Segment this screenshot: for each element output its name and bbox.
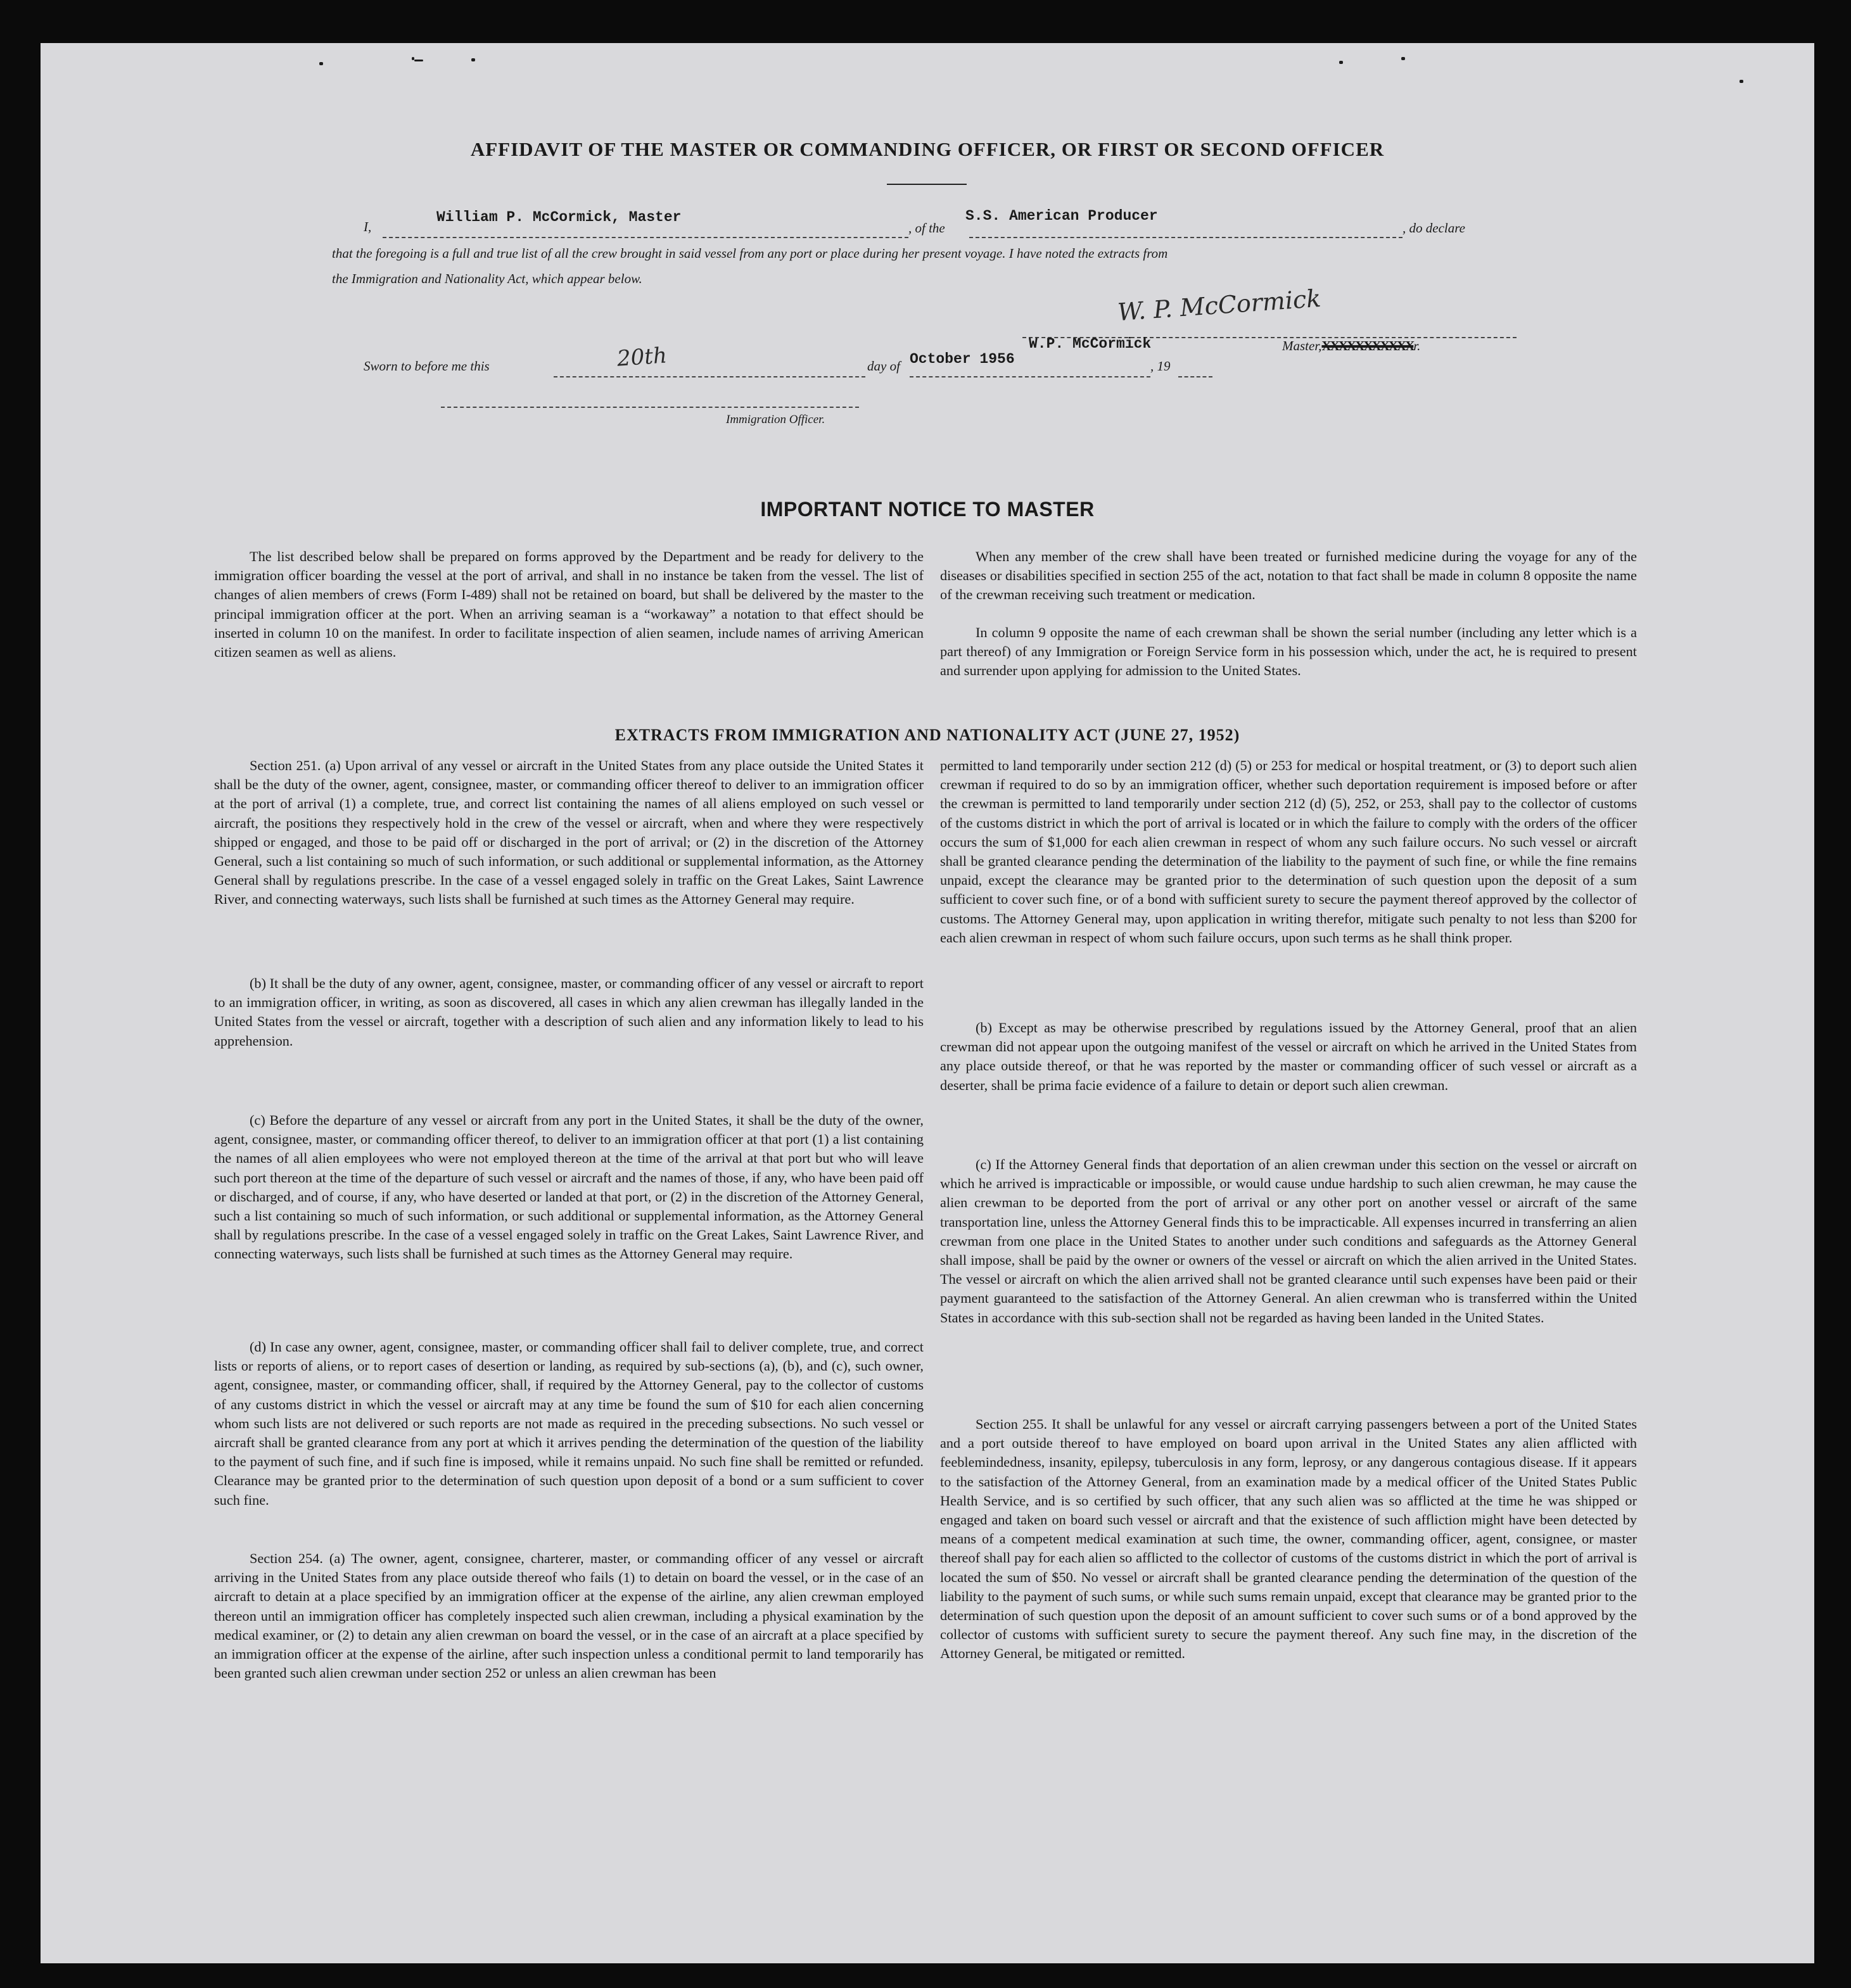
vessel-value: S.S. American Producer: [965, 208, 1158, 224]
sworn-label: Sworn to before me this: [364, 358, 490, 374]
notice-right-paragraph: In column 9 opposite the name of each crewman shall be shown the serial number (including any letter which is a part thereof) of any Immigration or Foreign Service form in his possession which, under the act, he is required to present and surrender upon applying for admission to the United States.: [940, 624, 1637, 679]
extracts-title: EXTRACTS FROM IMMIGRATION AND NATIONALITY ACT (JUNE 27, 1952): [614, 726, 1240, 744]
section-254-c: (c) If the Attorney General finds that deportation of an alien crewman under this section on the vessel or aircraft on which he arrived is impracticable or impossible, or would cause undue hardship to such alien crewman, he may cause the alien crewman to be deported from the port of arrival or any other port on another vessel or aircraft of the same transportation line, unless the Attorney General finds this to be impracticable. All expenses incurred in transferring an alien crewman from one place in the United States to another under such conditions and safeguards as the Attorney General shall impose, shall be paid by the owner or owners of the vessel or aircraft on which the alien arrived in the United States. The vessel or aircraft on which the alien arrived shall not be granted clearance until such expenses have been paid or their payment guaranteed to the satisfaction of the Attorney General. An alien crewman who is transferred within the United States in accordance with this sub-section shall not be regarded as having been landed in the United States.: [940, 1156, 1637, 1326]
section-254-a-continued: permitted to land temporarily under section 212 (d) (5) or 253 for medical or hospital treatment, or (3) to deport such alien crewman if required to do so by an immigration officer, whether such deportation requirement is imposed before or after the crewman is permitted to land temporarily under section 212 (d) (5), 252, or 253, shall pay to the collector of customs of the customs district in which the port of arrival is located or in which the failure to comply with the orders of the officer occurs the sum of $1,000 for each alien crewman in respect of whom any such failure occurs. No such vessel or aircraft shall be granted clearance pending the determination of the liability to the payment of such fine, or while the fine remains unpaid, except the clearance may be granted prior to the determination of such question upon the deposit of a sum sufficient to cover such fine, or of a bond with sufficient surety to secure the payment thereof approved by the collector of customs. The Attorney General may, upon application in writing therefor, mitigate such penalty to not less than $200 for each alien crewman in respect of whom such failure occurs, upon such terms as he shall think proper.: [940, 757, 1637, 946]
notice-right-column: [940, 547, 1637, 712]
sworn-day-value: 20th: [616, 343, 668, 372]
notice-title: IMPORTANT NOTICE TO MASTER: [760, 498, 1095, 521]
section-251-c: (c) Before the departure of any vessel or aircraft from any port in the United States, it shall be the duty of the owner, agent, consignee, master, or commanding officer thereof, to deliver to an immigration officer at that port (1) a list containing the names of all alien employees who were not employed thereon at the time of the arrival at that port but who will leave such port thereon at the time of the departure of such vessel or aircraft and the names of those, if any, who have been paid off or discharged, and of course, if any, who have deserted or landed at that port, or (2) in the discretion of the Attorney General, such a list containing so much of such information, or such additional or supplemental information, as the Attorney General shall by regulations prescribe. In the case of a vessel engaged solely in traffic on the Great Lakes, Saint Lawrence River, and connecting waterways, such lists shall be furnished at such times as the Attorney General may require.: [214, 1112, 924, 1262]
master-signature: W. P. McCormick: [1116, 284, 1322, 327]
scan-speck: [471, 58, 475, 61]
sworn-day-line: [554, 376, 865, 377]
officer-name-value: William P. McCormick, Master: [436, 209, 682, 225]
do-declare-label: , do declare: [1403, 220, 1465, 236]
notice-right-paragraph: When any member of the crew shall have been treated or furnished medicine during the voyage for any of the diseases or disabilities specified in section 255 of the act, notation to that fact shall be made in column 8 opposite the name of the crewman receiving such treatment or medication.: [940, 548, 1637, 603]
master-title: [1282, 338, 1420, 354]
scan-speck: [319, 62, 323, 65]
day-of-label: day of: [867, 358, 900, 374]
section-251-b: (b) It shall be the duty of any owner, agent, consignee, master, or commanding officer of any vessel or aircraft to report to an immigration officer, in writing, as soon as discovered, all cases in which any alien crewman has illegally landed in the United States from the vessel or aircraft, together with a description of such alien and any information likely to lead to his apprehension.: [214, 975, 924, 1049]
sworn-month-line: [910, 376, 1150, 377]
affidavit-title: AFFIDAVIT OF THE MASTER OR COMMANDING OFFICER, OR FIRST OR SECOND OFFICER: [470, 138, 1385, 160]
i-label: I,: [364, 219, 372, 234]
notice-left-paragraph: The list described below shall be prepared on forms approved by the Department and be ready for delivery to the immigration officer boarding the vessel at the port of arrival, and shall in no instance be taken from the vessel. The list of changes of alien members of crews (Form I-489) shall not be retained on board, but shall be delivered by the master to the principal immigration officer at the port. When an arriving seaman is a “workaway” a notation to that effect should be inserted in column 10 on the manifest. In order to facilitate inspection of alien seamen, include names of arriving American citizen seamen as well as aliens.: [214, 548, 924, 661]
notice-left-column: [214, 547, 924, 712]
section-254-b: (b) Except as may be otherwise prescribed by regulations issued by the Attorney General, proof that an alien crewman did not appear upon the outgoing manifest of the vessel or aircraft on which he arrived in the United States from any place outside thereof, or that he was reported by the master or commanding officer of such vessel or aircraft as a deserter, shall be prima facie evidence of a failure to detain or deport such alien crewman.: [940, 1020, 1637, 1093]
section-251-d: (d) In case any owner, agent, consignee, master, or commanding officer shall fail to deliver complete, true, and correct lists or reports of aliens, or to report cases of desertion or landing, as required by sub-sections (a), (b), and (c), such owner, agent, consignee, master, or commanding officer, shall, if required by the Attorney General, pay to the collector of customs of any customs district in which the vessel or aircraft may at any time be found the sum of $10 for each alien concerning whom such lists are not delivered or such reports are not made as required in the preceding subsections. No such vessel or aircraft shall be granted clearance from any port at which it arrives pending the determination of the question of the liability to the payment of such fine, and if such fine is imposed, while it remains unpaid. No such fine shall be remitted or refunded. Clearance may be granted prior to the determination of such question upon deposit of a bond or a sum sufficient to cover such fine.: [214, 1339, 924, 1508]
vessel-line: [969, 237, 1403, 238]
scan-speck: [412, 57, 414, 60]
immigration-officer-label: Immigration Officer.: [726, 413, 825, 426]
master-struck-text: XXXXXXXXXXX: [1321, 338, 1414, 353]
extracts-right-column: [940, 756, 1637, 1744]
extracts-left-column: [214, 756, 924, 1744]
sworn-month-value: October 1956: [910, 351, 1015, 367]
officer-name-line: [383, 237, 908, 238]
master-suffix: r.: [1413, 338, 1421, 353]
scan-speck: [1401, 57, 1405, 60]
of-the-label: , of the: [908, 220, 945, 236]
year-line: [1178, 376, 1212, 377]
declaration-line-1: that the foregoing is a full and true list of all the crew brought in said vessel from any port or place during her present voyage. I have noted the extracts from: [332, 246, 1168, 261]
scan-speck: [1339, 61, 1343, 64]
master-label: Master,: [1282, 338, 1322, 353]
document-page: [41, 43, 1814, 1963]
scan-speck: [414, 60, 423, 61]
immigration-officer-line: [441, 407, 859, 408]
scan-speck: [1740, 80, 1743, 83]
declaration-line-2: the Immigration and Nationality Act, which appear below.: [332, 271, 642, 286]
title-rule: [887, 184, 967, 185]
section-254-a: Section 254. (a) The owner, agent, consignee, charterer, master, or commanding officer of any vessel or aircraft arriving in the United States from any place outside thereof who fails (1) to detain on board the vessel, or in the case of an aircraft to detain at a place specified by an immigration officer at the expense of the airline, any alien crewman employed thereon until an immigration officer has completely inspected such alien crewman, including a physical examination by the medical examiner, or (2) to detain any alien crewman on board the vessel, or in the case of an aircraft at a place specified by an immigration officer at the expense of the airline, after such inspection unless a conditional permit to land temporarily has been granted such alien crewman under section 252 or unless an alien crewman has been: [214, 1550, 924, 1681]
section-251-a: Section 251. (a) Upon arrival of any vessel or aircraft in the United States from any place outside the United States it shall be the duty of the owner, agent, consignee, master, or commanding officer thereof to deliver to an immigration officer at the port of arrival (1) a complete, true, and correct list containing the names of all aliens employed on such vessel or aircraft, the positions they respectively hold in the crew of the vessel or aircraft, when and where they were respectively shipped or engaged, and those to be paid off or discharged in the port of arrival; or (2) in the discretion of the Attorney General, such a list containing so much of such information, or such additional or supplemental information, as the Attorney General shall by regulations prescribe. In the case of a vessel engaged solely in traffic on the Great Lakes, Saint Lawrence River, and connecting waterways, such lists shall be furnished at such times as the Attorney General may require.: [214, 757, 924, 908]
signature-typed: W.P. McCormick: [1029, 336, 1152, 352]
section-255: Section 255. It shall be unlawful for any vessel or aircraft carrying passengers between a port of the United States and a port outside thereof to have employed on board upon arrival in the United States any alien afflicted with feeblemindedness, insanity, epilepsy, tuberculosis in any form, leprosy, or any dangerous contagious disease. If it appears to the satisfaction of the Attorney General, from an examination made by a medical officer of the United States Public Health Service, and is so certified by such officer, that any such alien was so afflicted at the time he was shipped or engaged and taken on board such vessel or aircraft and that the existence of such affliction might have been detected by means of a competent medical examination at such time, the owner, commanding officer, agent, consignee, or master thereof shall pay for each alien so afflicted to the collector of customs of the customs district in which the port of arrival is located the sum of $50. No vessel or aircraft shall be granted clearance pending the determination of the question of the liability to the payment of such sums, or while such sums remain unpaid, except that clearance may be granted prior to the determination of such question upon the deposit of an amount sufficient to cover such sums or of a bond approved by the collector of customs with sufficient surety to secure the payment thereof. Any such fine may, in the discretion of the Attorney General, be mitigated or remitted.: [940, 1416, 1637, 1662]
nineteen-label: , 19: [1150, 358, 1171, 374]
